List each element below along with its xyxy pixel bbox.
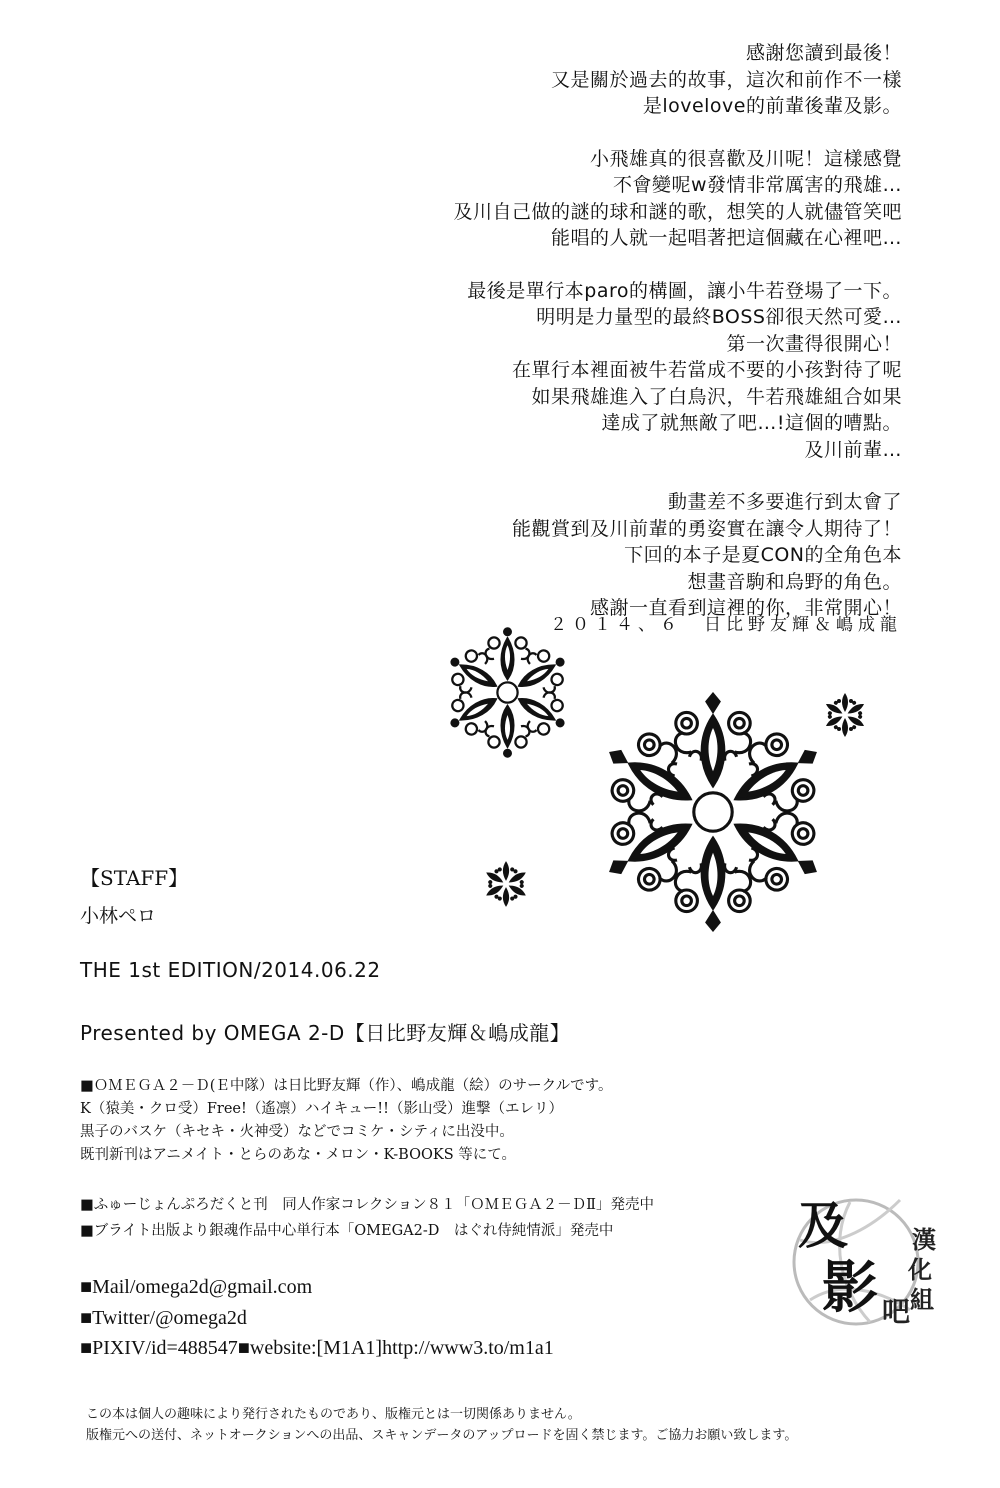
afterword-line: 想畫音駒和烏野的角色。 (687, 570, 902, 593)
snowflake-large-ornament (593, 692, 833, 932)
translation-group-stamp (790, 1180, 950, 1340)
contact-mail: ■Mail/omega2d@gmail.com (80, 1276, 313, 1298)
afterword-text (282, 40, 902, 622)
afterword-line: 及川前輩… (804, 438, 902, 461)
afterword-line: 在單行本裡面被牛若當成不要的小孩對待了呢 (511, 359, 902, 381)
release-line: ■ふゅーじょんぷろだくと刊 同人作家コレクション８１「ＯＭＥＧＡ２－ＤⅡ」発売中 (80, 1197, 654, 1213)
staff-section (80, 862, 188, 928)
afterword-line: 明明是力量型的最終BOSS卻很天然可愛… (536, 306, 902, 328)
circle-info-line: 黒子のバスケ（キセキ・火神受）などでコミケ・シティに出没中。 (80, 1124, 514, 1140)
afterword-line: 第一次畫得很開心！ (726, 332, 902, 355)
afterword-line: 小飛雄真的很喜歡及川呢！這樣感覺 (589, 147, 902, 170)
disclaimer-line: 版権元への送付、ネットオークションへの出品、スキャンデータのアップロードを固く禁じます。ご協力お願い致します。 (86, 1428, 798, 1443)
snowflake-tiny-ornament (820, 690, 870, 740)
circle-info (80, 1075, 613, 1167)
afterword-line: 最後是單行本paro的構圖，讓小牛若登場了一下。 (467, 279, 902, 302)
stamp-char-3: 漢 (912, 1226, 936, 1254)
contact-info (80, 1272, 554, 1364)
edition-info: THE 1st EDITION/2014.06.22 (80, 958, 381, 982)
stamp-char-5: 組 (910, 1286, 934, 1314)
release-line: ■ブライト出版より銀魂作品中心単行本「OMEGA2-D はぐれ侍純情派」発売中 (80, 1223, 614, 1239)
afterword-line: 動畫差不多要進行到太會了 (667, 491, 902, 513)
afterword-line: 下回的本子是夏CON的全角色本 (624, 544, 902, 566)
stamp-char-4: 化 (908, 1256, 932, 1284)
afterword-line: 能觀賞到及川前輩的勇姿實在讓令人期待了！ (511, 517, 902, 540)
afterword-line: 感謝您讀到最後！ (745, 42, 902, 64)
staff-heading: 【STAFF】 (80, 866, 189, 890)
afterword-line: 是lovelove的前輩後輩及影。 (642, 95, 902, 117)
release-info (80, 1192, 654, 1244)
afterword-line: 如果飛雄進入了白鳥沢，牛若飛雄組合如果 (531, 385, 902, 408)
afterword-line: 又是關於過去的故事，這次和前作不一樣 (550, 68, 902, 91)
circle-info-line: ■ＯＭＥＧＡ２－Ｄ(Ｅ中隊）は日比野友輝（作）、嶋成龍（絵）のサークルです。 (80, 1078, 613, 1094)
afterword-line: 達成了就無敵了吧…!這個的嘈點。 (601, 412, 902, 434)
contact-pixiv-website: ■PIXIV/id=488547■website:[M1A1]http://www3.to/m1a1 (80, 1337, 554, 1359)
circle-info-line: 既刊新刊はアニメイト・とらのあな・メロン・K-BOOKS 等にて。 (80, 1147, 516, 1163)
copyright-disclaimer (86, 1404, 797, 1446)
afterword-line: 能唱的人就一起唱著把這個藏在心裡吧… (550, 227, 902, 249)
disclaimer-line: この本は個人の趣味により発行されたものであり、版権元とは一切関係ありません。 (86, 1407, 581, 1422)
staff-name: 小林ペロ (80, 905, 157, 927)
afterword-line: 及川自己做的謎的球和謎的歌，想笑的人就儘管笑吧 (453, 200, 902, 223)
circle-info-line: K（猿美・クロ受）Free!（遙凛）ハイキュー!!（影山受）進撃（エレリ） (80, 1101, 563, 1117)
snowflake-tiny-ornament (480, 858, 532, 910)
afterword-line: 不會變呢w發情非常厲害的飛雄… (612, 174, 902, 196)
contact-twitter: ■Twitter/@omega2d (80, 1306, 247, 1329)
afterword-line: 感謝一直看到這裡的你，非常開心！ (589, 597, 902, 619)
stamp-char-6: 吧 (882, 1295, 911, 1328)
presented-by: Presented by OMEGA 2-D【日比野友輝＆嶋成龍】 (80, 1021, 571, 1045)
afterword-signature: ２０１４、６ 日比野友輝＆嶋成龍 (550, 615, 902, 635)
snowflake-small-ornament (440, 625, 575, 760)
stamp-char-2: 影 (822, 1255, 878, 1321)
stamp-char-1: 及 (798, 1196, 848, 1255)
